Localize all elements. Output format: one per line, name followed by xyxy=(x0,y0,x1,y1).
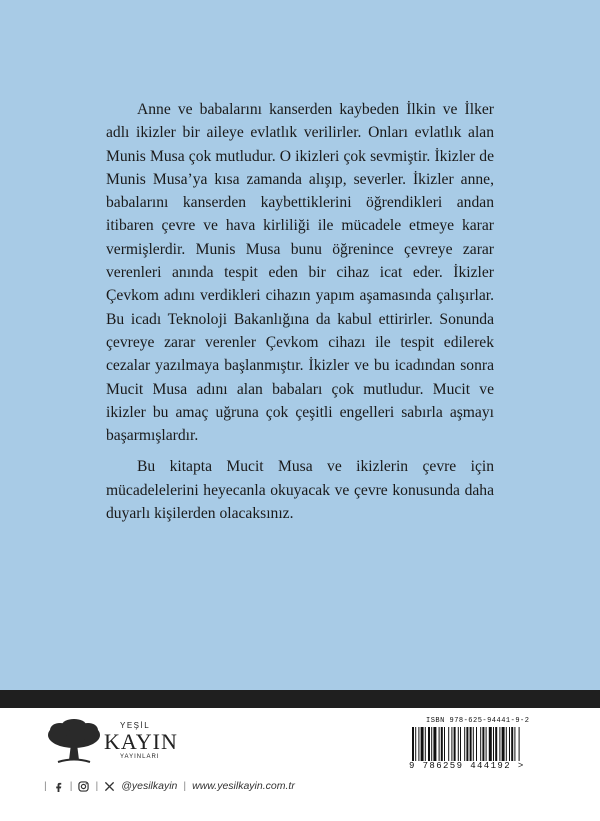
isbn-label: ISBN 978-625-94441-9-2 xyxy=(426,717,530,725)
facebook-icon[interactable] xyxy=(53,781,64,792)
tree-icon xyxy=(44,718,104,768)
footer: | | | @yesilkayin | www.yesilkayin.com.tr xyxy=(44,780,295,792)
back-cover-blurb xyxy=(106,98,494,525)
x-icon[interactable] xyxy=(104,781,115,792)
social-handle[interactable]: @yesilkayin xyxy=(121,780,178,792)
blurb-paragraph-1: Anne ve babalarını kanserden kaybeden İlkin ve İlker adlı ikizler bir aileye evlatlık verilirler. Onları evlatlık alan Munis Musa çok mutludur. O ikizleri çok sevmiştir. İkizler de Munis Musa’ya kısa zamanda alışıp, severler. İkizler anne, babalarını kanserden kaybettiklerini öğrendikleri andan itibaren çevre ve hava kirliliği ile mücadele etmeye karar vermişlerdir. Munis Musa bunu öğrenince çevreye zarar verenleri anında tespit eden bir cihaz icat eder. İkizler Çevkom adını verdikleri cihazın yapım aşamasında çalışırlar. Bu icadı Teknoloji Bakanlığına da kabul ettirirler. Sonunda çevreye zarar verenler Çevkom cihazı ile tespit edilerek cezalar yazılmaya başlanmıştır. İkizler ve bu icadından sonra Mucit Musa adını alan babaları çok mutludur. Mucit ve ikizler bu amaç uğruna çok çeşitli engelleri sabırla aşmayı başarmışlardır. xyxy=(106,101,494,445)
blurb-paragraph-2: Bu kitapta Mucit Musa ve ikizlerin çevre için mücadelelerini heyecanla okuyacak ve çevre konusunda daha duyarlı kişilerden olacaksınız. xyxy=(106,458,494,523)
website-link[interactable]: www.yesilkayin.com.tr xyxy=(192,780,295,792)
logo-text-sub: YAYINLARI xyxy=(120,754,160,760)
publisher-logo xyxy=(44,718,184,768)
logo-text-top: YEŞİL xyxy=(120,721,151,730)
logo-text-main: KAYIN xyxy=(104,729,178,754)
bottom-band xyxy=(0,690,600,708)
barcode xyxy=(406,727,556,761)
isbn-digits: 9 786259 444192 > xyxy=(409,761,525,771)
isbn-barcode-block xyxy=(406,717,556,772)
instagram-icon[interactable] xyxy=(78,781,89,792)
